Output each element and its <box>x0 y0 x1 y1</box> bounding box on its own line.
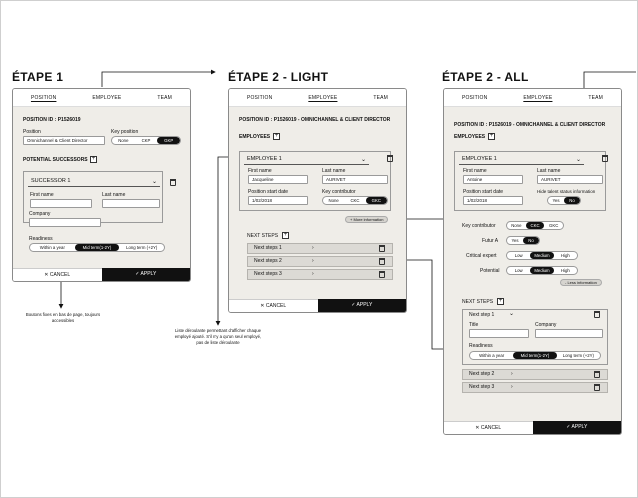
potential-low[interactable]: Low <box>514 268 523 273</box>
next-step-card <box>462 309 608 365</box>
step-2-all-panel <box>443 88 622 435</box>
chevron-right-icon: › <box>312 258 314 264</box>
company-input[interactable] <box>535 329 603 338</box>
delete-successor-trash-icon[interactable] <box>170 179 176 186</box>
chevron-down-icon: ⌄ <box>152 179 158 185</box>
company-label: Company <box>29 211 51 217</box>
employees-heading: EMPLOYEES <box>239 134 271 140</box>
delete-employee-trash-icon[interactable] <box>387 155 393 162</box>
readiness-within-year[interactable]: Within a year <box>39 245 65 250</box>
next-step-row[interactable] <box>247 256 393 267</box>
tab-team[interactable]: TEAM <box>157 94 173 101</box>
employees-heading: EMPLOYEES <box>454 134 486 140</box>
hide-yes[interactable]: Yes <box>552 198 560 203</box>
potential-high[interactable]: High <box>560 268 570 273</box>
tab-position[interactable]: POSITION <box>461 94 488 101</box>
first-name-input[interactable]: Jacqueline <box>248 175 308 184</box>
hide-no[interactable]: No <box>564 197 580 204</box>
kc-option-gkc[interactable]: GKC <box>366 197 387 204</box>
cancel-label: CANCEL <box>265 303 287 309</box>
delete-step-trash-icon[interactable] <box>379 245 385 252</box>
key-contributor-label: Key contributor <box>462 223 496 229</box>
kc-option-gkc[interactable]: GKC <box>549 223 559 228</box>
next-step-label: Next steps 3 <box>254 271 282 277</box>
kc-option-ckc[interactable]: CKC <box>526 222 545 229</box>
dropdown-list-note: Liste déroulante permettant d'afficher chaque employé ajouté. S'il n'y a qu'un seul employé, pas de liste déroulante <box>174 328 262 345</box>
delete-step-trash-icon[interactable] <box>594 311 600 318</box>
tab-bar <box>229 89 406 107</box>
start-date-label: Position start date <box>248 189 289 195</box>
kc-option-none[interactable]: None <box>328 198 339 203</box>
company-input[interactable] <box>29 218 101 227</box>
employee-dropdown[interactable]: EMPLOYEE 1 <box>244 155 369 165</box>
next-step-row[interactable] <box>247 269 393 280</box>
futur-a-label: Futur A <box>482 238 499 244</box>
chevron-down-icon: ⌄ <box>361 157 367 163</box>
start-date-input[interactable]: 1/02/2018 <box>248 196 308 205</box>
chevron-down-icon: ⌄ <box>576 157 582 163</box>
panel-footer <box>229 299 406 312</box>
cancel-label: CANCEL <box>480 425 502 431</box>
delete-step-trash-icon[interactable] <box>594 371 600 378</box>
add-employee-plus-icon[interactable]: + <box>274 133 279 139</box>
add-employee-plus-icon[interactable]: + <box>489 133 494 139</box>
last-name-input[interactable]: AURIVET <box>322 175 388 184</box>
key-position-selector[interactable] <box>111 136 181 145</box>
panel-footer <box>444 421 621 434</box>
critical-medium[interactable]: Medium <box>530 252 553 259</box>
cancel-label: CANCEL <box>49 272 71 278</box>
position-input[interactable]: Omnichannel & Client Director <box>23 136 105 145</box>
more-information-button[interactable]: + More information <box>345 216 388 223</box>
cancel-button[interactable]: ✕ CANCEL <box>229 299 318 312</box>
step-2-light-title: ÉTAPE 2 - LIGHT <box>228 70 329 84</box>
last-name-label: Last name <box>102 192 126 198</box>
tab-team[interactable]: TEAM <box>588 94 604 101</box>
add-next-step-plus-icon[interactable]: + <box>498 298 503 304</box>
employee-card <box>239 151 391 211</box>
critical-expert-selector[interactable] <box>506 251 578 260</box>
hide-talent-selector[interactable] <box>547 196 581 205</box>
panel-footer <box>13 268 190 281</box>
chevron-right-icon: › <box>312 271 314 277</box>
successor-dropdown[interactable]: SUCCESSOR 1 <box>28 177 160 187</box>
key-option-gkp[interactable]: GKP <box>157 137 180 144</box>
potential-label: Potential <box>480 268 500 274</box>
key-option-none[interactable]: None <box>118 138 129 143</box>
step-1-panel <box>12 88 191 282</box>
key-position-label: Key position <box>111 129 139 135</box>
potential-selector[interactable] <box>506 266 578 275</box>
position-label: Position <box>23 129 41 135</box>
readiness-label: Readiness <box>29 236 53 242</box>
futur-a-no[interactable]: No <box>523 237 539 244</box>
delete-employee-trash-icon[interactable] <box>602 155 608 162</box>
step-1-title: ÉTAPE 1 <box>12 70 64 84</box>
futur-a-yes[interactable]: Yes <box>511 238 519 243</box>
chevron-right-icon: › <box>511 371 513 377</box>
position-id: POSITION ID : P1526019 - OMNICHANNEL & CLIENT DIRECTOR <box>454 122 606 128</box>
first-name-label: First name <box>463 168 487 174</box>
next-step-label: Next steps 1 <box>254 245 282 251</box>
delete-step-trash-icon[interactable] <box>379 258 385 265</box>
last-name-label: Last name <box>537 168 561 174</box>
tab-employee[interactable]: EMPLOYEE <box>523 94 553 101</box>
hide-talent-label: Hide talent status information <box>537 189 596 194</box>
tab-bar <box>444 89 621 107</box>
apply-label: APPLY <box>356 302 373 308</box>
company-label: Company <box>535 322 557 328</box>
critical-expert-label: Critical expert <box>466 253 497 259</box>
first-name-label: First name <box>30 192 54 198</box>
readiness-long-term[interactable]: Long term (+2Y) <box>562 353 594 358</box>
delete-step-trash-icon[interactable] <box>594 384 600 391</box>
critical-high[interactable]: High <box>560 253 570 258</box>
title-input[interactable] <box>469 329 529 338</box>
apply-label: APPLY <box>140 271 157 277</box>
next-steps-heading: NEXT STEPS <box>247 233 279 239</box>
apply-button[interactable]: ✓ APPLY <box>533 421 622 434</box>
first-name-input[interactable] <box>30 199 92 208</box>
chevron-right-icon: › <box>312 245 314 251</box>
readiness-selector[interactable] <box>469 351 601 360</box>
tab-bar <box>13 89 190 107</box>
next-steps-heading: NEXT STEPS <box>462 299 494 305</box>
last-name-input[interactable]: AURIVET <box>537 175 603 184</box>
tab-position[interactable]: POSITION <box>30 94 57 101</box>
fixed-buttons-note: Boutons fixes en bas de page, toujours accessibles <box>25 312 101 323</box>
first-name-input[interactable]: Antoine <box>463 175 523 184</box>
chevron-right-icon: › <box>511 384 513 390</box>
critical-low[interactable]: Low <box>514 253 523 258</box>
futur-a-selector[interactable] <box>506 236 540 245</box>
chevron-down-icon: ⌄ <box>509 311 515 317</box>
potential-medium[interactable]: Medium <box>530 267 553 274</box>
readiness-mid-term[interactable]: Mid term(1-2Y) <box>75 244 120 251</box>
title-label: Title <box>469 322 479 328</box>
position-id: POSITION ID : P1526019 <box>23 117 81 123</box>
tab-employee[interactable]: EMPLOYEE <box>308 94 338 101</box>
apply-button[interactable]: ✓ APPLY <box>318 299 407 312</box>
position-id: POSITION ID : P1526019 - OMNICHANNEL & CLIENT DIRECTOR <box>239 117 391 123</box>
readiness-mid-term[interactable]: Mid term(1-2Y) <box>513 352 556 359</box>
tab-team[interactable]: TEAM <box>373 94 389 101</box>
readiness-selector[interactable] <box>29 243 165 252</box>
step-2-light-panel <box>228 88 407 313</box>
next-step-label: Next steps 2 <box>254 258 282 264</box>
last-name-label: Last name <box>322 168 346 174</box>
less-information-button[interactable]: - Less information <box>560 279 602 286</box>
employee-dropdown[interactable]: EMPLOYEE 1 <box>459 155 584 165</box>
key-contributor-selector[interactable] <box>506 221 564 230</box>
tab-position[interactable]: POSITION <box>246 94 273 101</box>
kc-option-ckc[interactable]: CKC <box>350 198 360 203</box>
add-next-step-plus-icon[interactable]: + <box>283 232 288 238</box>
next-step-row[interactable] <box>462 382 608 393</box>
cancel-button[interactable]: ✕ CANCEL <box>13 268 102 281</box>
readiness-label: Readiness <box>469 343 493 349</box>
key-contributor-label: Key contributor <box>322 189 356 195</box>
apply-label: APPLY <box>571 424 588 430</box>
next-step-1-label: Next step 1 <box>469 312 495 318</box>
potential-successors-heading: POTENTIAL SUCCESSORS <box>23 157 88 163</box>
readiness-within-year[interactable]: Within a year <box>479 353 505 358</box>
add-successor-plus-icon[interactable]: + <box>91 156 96 162</box>
key-option-ckp[interactable]: CKP <box>141 138 151 143</box>
next-step-label: Next step 3 <box>469 384 495 390</box>
apply-button[interactable]: ✓ APPLY <box>102 268 191 281</box>
cancel-button[interactable]: ✕ CANCEL <box>444 421 533 434</box>
first-name-label: First name <box>248 168 272 174</box>
kc-option-none[interactable]: None <box>511 223 522 228</box>
step-2-all-title: ÉTAPE 2 - ALL <box>442 70 529 84</box>
delete-step-trash-icon[interactable] <box>379 271 385 278</box>
tab-employee[interactable]: EMPLOYEE <box>92 94 122 101</box>
last-name-input[interactable] <box>102 199 160 208</box>
next-step-row[interactable] <box>247 243 393 254</box>
key-contributor-selector[interactable] <box>322 196 388 205</box>
start-date-label: Position start date <box>463 189 504 195</box>
next-step-label: Next step 2 <box>469 371 495 377</box>
employee-card <box>454 151 606 211</box>
readiness-long-term[interactable]: Long term (+2Y) <box>126 245 158 250</box>
next-step-row[interactable] <box>462 369 608 380</box>
start-date-input[interactable]: 1/02/2018 <box>463 196 523 205</box>
